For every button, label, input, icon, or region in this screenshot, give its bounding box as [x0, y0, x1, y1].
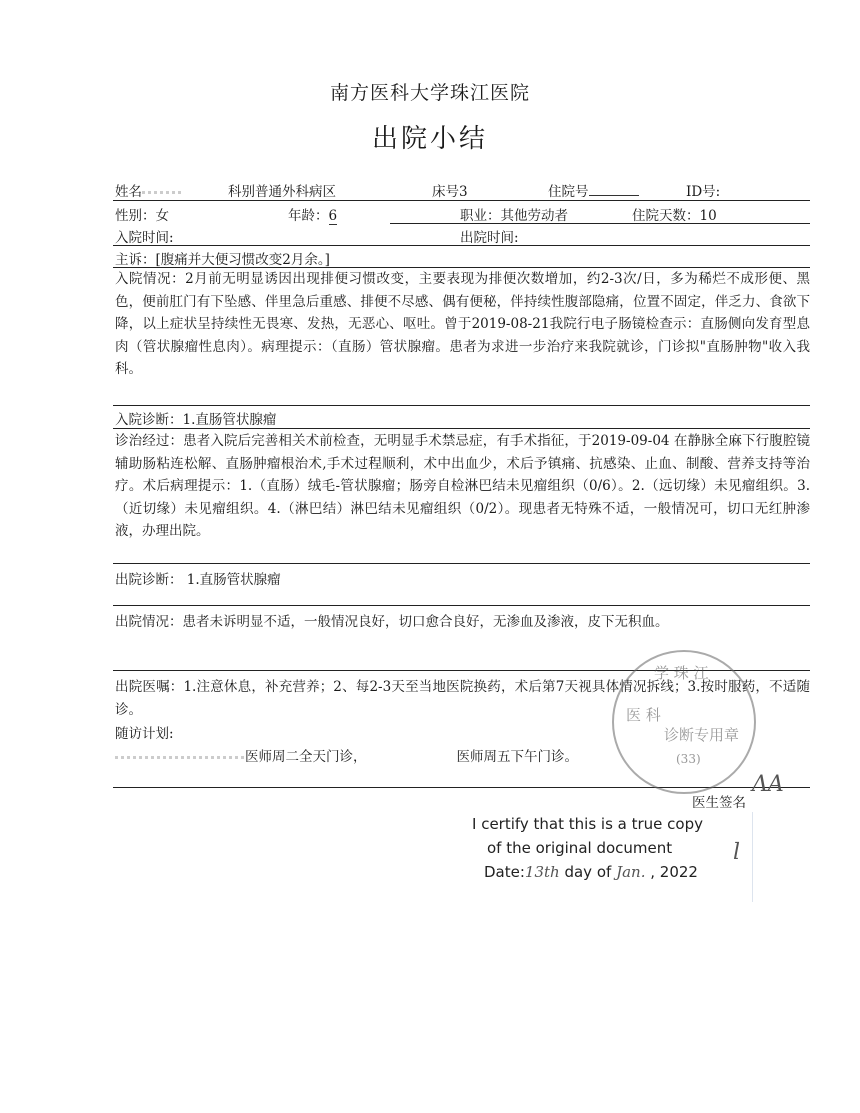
doctor-signature-label: 医生签名 [692, 795, 746, 811]
divider [390, 223, 810, 224]
divider [113, 563, 810, 564]
bed-field: 床号3 [432, 184, 468, 200]
admission-time-field: 入院时间: [115, 230, 174, 246]
admission-condition: 入院情况：2月前无明显诱因出现排便习惯改变，主要表现为排便次数增加，约2-3次/日，多为稀烂不成形便、黑色，便前肛门有下坠感、伴里急后重感、排便不尽感、偶有便秘，伴持续性腹部隐痛，位置不固定，伴乏力、食欲下降，以上症状呈持续性无畏寒、发热，无恶心、呕吐。曾于2019-08-21我院行电子肠镜检查示：直肠侧向发育型息肉（管状腺瘤性息肉）。病理提示：（直肠）管状腺瘤。患者为求进一步治疗来我院就诊，门诊拟"直肠肿物"收入我科。 [115, 271, 810, 377]
document-title: 出院小结 [371, 124, 488, 154]
occupation-field: 职业：其他劳动者 [460, 208, 568, 224]
discharge-condition: 出院情况：患者未诉明显不适，一般情况良好，切口愈合良好，无渗血及渗液，皮下无积血。 [115, 614, 669, 630]
admission-diagnosis: 入院诊断：1.直肠管状腺瘤 [115, 412, 277, 428]
divider [113, 605, 810, 606]
treatment-course: 诊治经过：患者入院后完善相关术前检查，无明显手术禁忌症，有手术指征，于2019-09-04 在静脉全麻下行腹腔镜辅助肠粘连松解、直肠肿瘤根治术,手术过程顺利，术中出血少，术后予镇痛、抗感染、止血、制酸、营养支持等治疗。术后病理提示：1.（直肠）绒毛-管状腺瘤；肠旁自检淋巴结未见瘤组织（0/6）。2.（远切缘）未见瘤组织。3.（近切缘）未见瘤组织。4.（淋巴结）淋巴结未见瘤组织（0/2）。现患者无特殊不适，一般情况可，切口无红肿渗液，办理出院。 [115, 433, 810, 539]
divider [113, 245, 810, 246]
department-field: 科别普通外科病区 [228, 180, 336, 201]
divider [113, 428, 810, 429]
followup-plan: 医师周二全天门诊， 医师周五下午门诊。 [115, 745, 578, 765]
id-field: ID号: [686, 184, 721, 200]
doctor-signature: ɅA [752, 772, 784, 797]
chief-complaint: 主诉：[腹痛并大便习惯改变2月余。] [115, 252, 330, 268]
divider [113, 200, 810, 201]
hospital-name: 南方医科大学珠江医院 [329, 82, 530, 104]
discharge-orders: 出院医嘱：1.注意休息，补充营养；2、每2-3天至当地医院换药，术后第7天视具体情况拆线；3.按时服药，不适随诊。 [115, 679, 810, 718]
discharge-diagnosis: 出院诊断： 1.直肠管状腺瘤 [115, 572, 281, 588]
certification-stamp: I certify that this is a true copy of the original document Date:13th day of Jan. , 2022 [462, 812, 753, 902]
hospital-days-field: 住院天数：10 [632, 208, 717, 224]
name-field: 姓名 [115, 180, 202, 201]
followup-label: 随访计划: [115, 726, 174, 742]
handwritten-mark: l [733, 840, 741, 865]
hospital-seal: 学 珠 江 医 科 诊断专用章 (33) [612, 650, 756, 794]
age-field: 年龄：6 [288, 208, 338, 224]
discharge-time-field: 出院时间: [460, 230, 519, 246]
admission-number-field: 住院号 [548, 180, 639, 200]
sex-field: 性别：女 [115, 208, 169, 224]
divider [113, 405, 810, 406]
